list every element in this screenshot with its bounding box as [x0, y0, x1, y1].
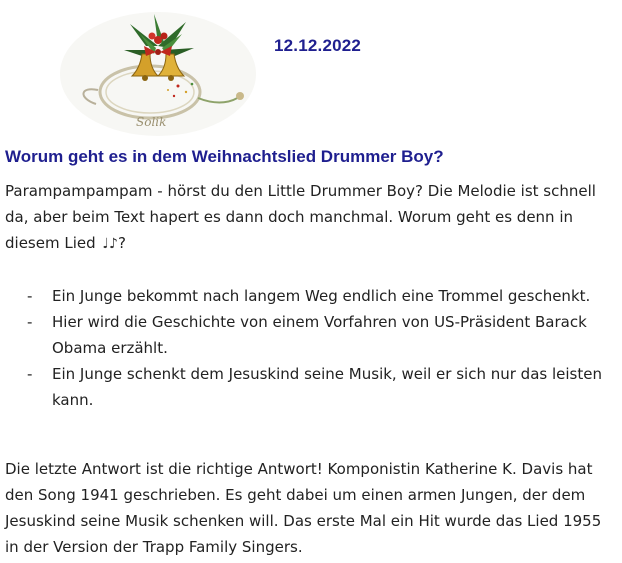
svg-text:Solik: Solik [136, 115, 167, 129]
date-label: 12.12.2022 [274, 36, 362, 55]
answer-option [5, 283, 610, 309]
intro-text: Parampampampam - hörst du den Little Drummer Boy? Die Melodie ist schnell da, aber beim Text hapert es dann doch manchmal. Worum geht es denn in diesem Lied [5, 182, 596, 252]
intro-paragraph [5, 178, 605, 257]
christmas-bells-logo [58, 6, 258, 138]
option-text: Hier wird die Geschichte von einem Vorfahren von US-Präsident Barack Obama erzählt. [52, 313, 587, 357]
option-bullet: - [27, 313, 33, 331]
option-bullet: - [27, 365, 33, 383]
option-bullet: - [27, 287, 33, 305]
intro-question-mark: ? [117, 234, 126, 252]
answer-option [5, 309, 610, 361]
option-text: Ein Junge schenkt dem Jesuskind seine Musik, weil er sich nur das leisten kann. [52, 365, 602, 409]
answer-option [5, 361, 610, 413]
option-text: Ein Junge bekommt nach langem Weg endlich eine Trommel geschenkt. [52, 287, 591, 305]
music-notes-icon: ♩♪ [102, 236, 118, 252]
answer-options-list [5, 283, 610, 413]
question-title: Worum geht es in dem Weihnachtslied Drummer Boy? [5, 147, 444, 166]
answer-paragraph: Die letzte Antwort ist die richtige Antwort! Komponistin Katherine K. Davis hat den Song 1941 geschrieben. Es geht dabei um einen armen Jungen, der dem Jesuskind seine Musik schenken will. Das erste Mal ein Hit wurde das Lied 1955 in der Version der Trapp Family Singers. [5, 460, 602, 556]
